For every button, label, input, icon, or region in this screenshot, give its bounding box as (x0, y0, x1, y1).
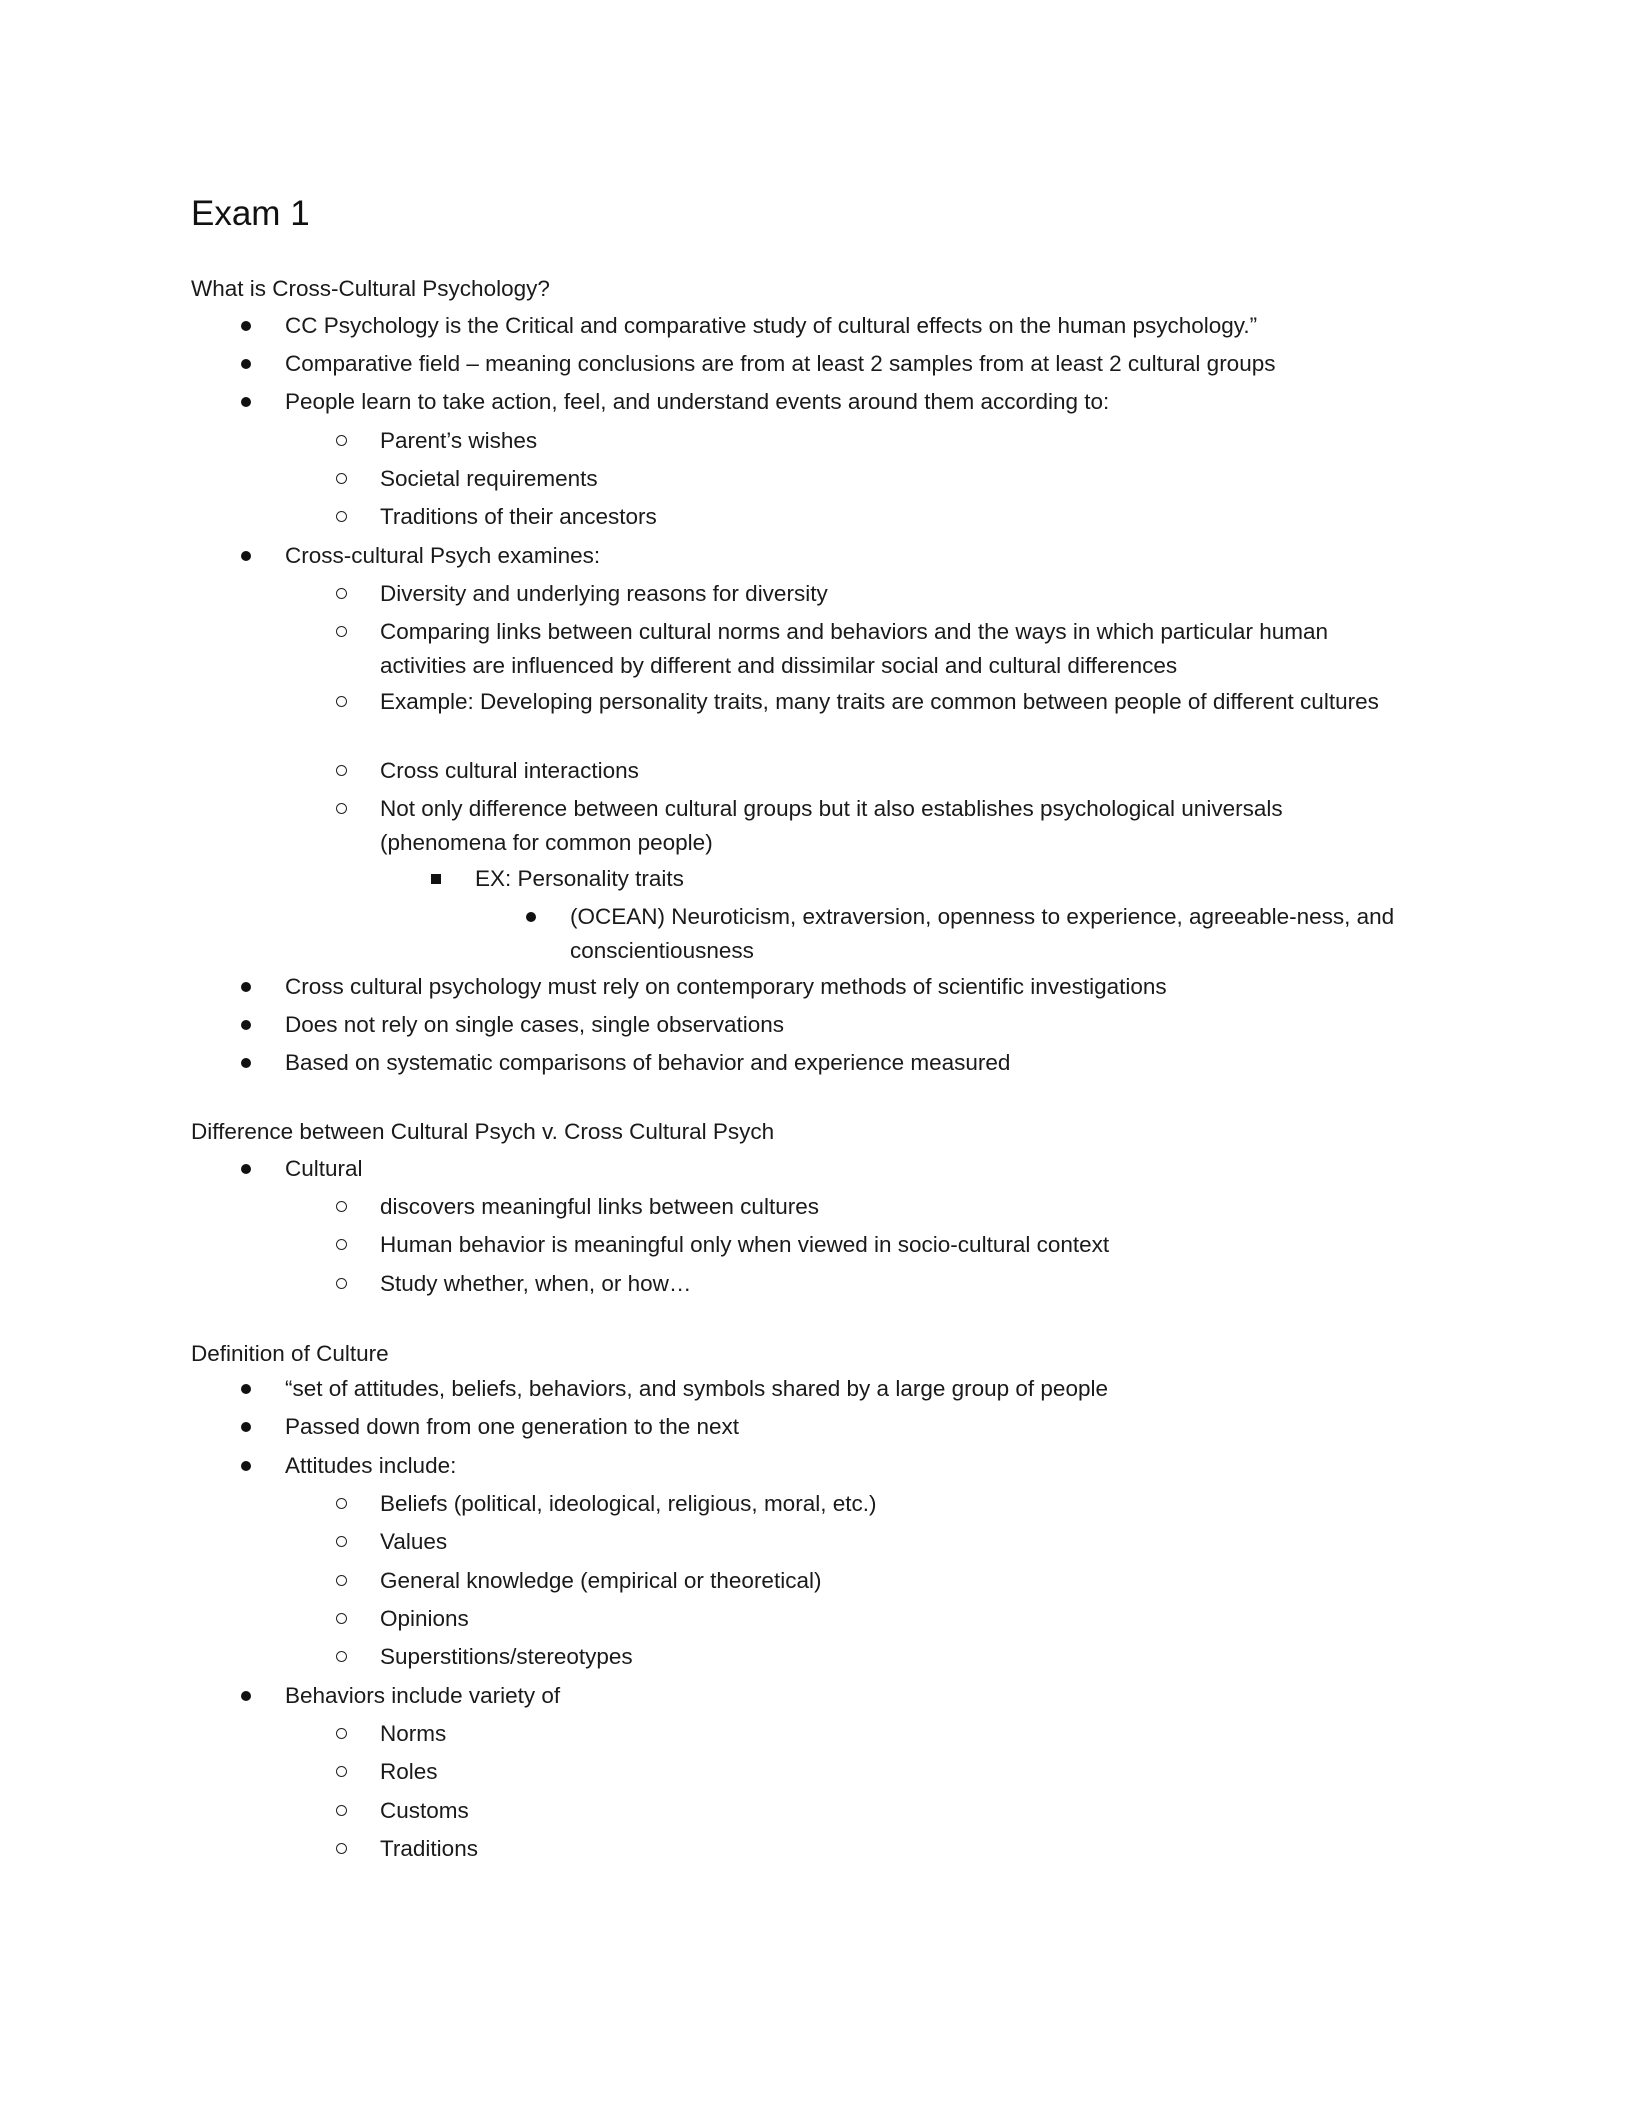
bullet-circle-icon (336, 1201, 347, 1212)
list-item-text: Traditions of their ancestors (380, 504, 657, 529)
list-item-text: Human behavior is meaningful only when viewed in socio-cultural context (380, 1232, 1110, 1257)
list-item-text: General knowledge (empirical or theoretical) (380, 1568, 822, 1593)
bullet-disc-icon (526, 912, 536, 922)
list-item-text: Cultural (285, 1156, 363, 1181)
list-item (380, 1832, 1405, 1866)
list-item-text: Behaviors include variety of (285, 1683, 561, 1708)
list-item (380, 462, 1405, 496)
bullet-circle-icon (336, 1239, 347, 1250)
list-item (380, 1525, 1405, 1559)
list-item-text: “set of attitudes, beliefs, behaviors, and symbols shared by a large group of people (285, 1376, 1108, 1401)
list-item (380, 577, 1405, 611)
list-item (285, 385, 1405, 419)
list-item (285, 1008, 1405, 1042)
list-item-text: Parent’s wishes (380, 428, 538, 453)
section-heading: What is Cross-Cultural Psychology? (191, 276, 550, 301)
list-item (380, 424, 1405, 458)
list-item-text: (OCEAN) Neuroticism, extraversion, openness to experience, agreeable-ness, and conscientiousness (570, 904, 1395, 963)
bullet-disc-icon (241, 1020, 251, 1030)
bullet-circle-icon (336, 1498, 347, 1509)
bullet-circle-icon (336, 1575, 347, 1586)
bullet-circle-icon (336, 1651, 347, 1662)
list-item (380, 500, 1405, 534)
list-item-text: Superstitions/stereotypes (380, 1644, 633, 1669)
list-item (380, 754, 1405, 788)
bullet-circle-icon (336, 1843, 347, 1854)
list-item-text: Based on systematic comparisons of behavior and experience measured (285, 1050, 1011, 1075)
list-item (475, 862, 1405, 896)
list-item (285, 1046, 1405, 1080)
list-item (380, 1228, 1405, 1262)
list-item-text: Does not rely on single cases, single observations (285, 1012, 785, 1037)
bullet-circle-icon (336, 1728, 347, 1739)
list-item (285, 309, 1405, 343)
bullet-circle-icon (336, 473, 347, 484)
bullet-disc-icon (241, 1058, 251, 1068)
list-item (380, 1564, 1405, 1598)
list-item-text: Passed down from one generation to the next (285, 1414, 740, 1439)
list-item-text: People learn to take action, feel, and understand events around them according to: (285, 389, 1110, 414)
list-item (285, 539, 1405, 573)
bullet-disc-icon (241, 1164, 251, 1174)
bullet-disc-icon (241, 551, 251, 561)
list-item (380, 792, 1405, 860)
bullet-circle-icon (336, 511, 347, 522)
bullet-circle-icon (336, 1278, 347, 1289)
list-item-text: Cross-cultural Psych examines: (285, 543, 601, 568)
list-item-text: Societal requirements (380, 466, 598, 491)
list-item-text: discovers meaningful links between cultures (380, 1194, 819, 1219)
bullet-disc-icon (241, 1691, 251, 1701)
list-item-text: Traditions (380, 1836, 478, 1861)
bullet-disc-icon (241, 1422, 251, 1432)
list-item (380, 1794, 1405, 1828)
list-item (285, 1410, 1405, 1444)
list-item (380, 1602, 1405, 1636)
list-item-text: Cross cultural psychology must rely on contemporary methods of scientific investigations (285, 974, 1167, 999)
bullet-disc-icon (241, 397, 251, 407)
list-item-text: Not only difference between cultural groups but it also establishes psychological universals (phenomena for common people) (380, 796, 1283, 855)
list-item-text: Attitudes include: (285, 1453, 457, 1478)
list-item-text: CC Psychology is the Critical and comparative study of cultural effects on the human psychology.” (285, 313, 1258, 338)
bullet-disc-icon (241, 982, 251, 992)
list-item (570, 900, 1405, 968)
bullet-disc-icon (241, 321, 251, 331)
list-item-text: EX: Personality traits (475, 866, 684, 891)
list-item-text: Beliefs (political, ideological, religious, moral, etc.) (380, 1491, 877, 1516)
list-item-text: Norms (380, 1721, 447, 1746)
bullet-disc-icon (241, 1384, 251, 1394)
list-item (285, 1449, 1405, 1483)
list-item (380, 615, 1405, 683)
list-item-text: Roles (380, 1759, 438, 1784)
list-item (380, 1267, 1405, 1301)
list-item (380, 685, 1405, 719)
list-item (380, 1487, 1405, 1521)
list-item (285, 1679, 1405, 1713)
list-item-text: Cross cultural interactions (380, 758, 639, 783)
bullet-circle-icon (336, 1536, 347, 1547)
bullet-circle-icon (336, 626, 347, 637)
list-item-text: Opinions (380, 1606, 469, 1631)
bullet-circle-icon (336, 765, 347, 776)
bullet-circle-icon (336, 803, 347, 814)
bullet-circle-icon (336, 1613, 347, 1624)
bullet-disc-icon (241, 1461, 251, 1471)
list-item-text: Values (380, 1529, 448, 1554)
bullet-circle-icon (336, 1805, 347, 1816)
list-item (285, 347, 1405, 381)
section-heading: Difference between Cultural Psych v. Cross Cultural Psych (191, 1119, 775, 1144)
document-title: Exam 1 (191, 194, 310, 233)
list-item-text: Comparative field – meaning conclusions are from at least 2 samples from at least 2 cultural groups (285, 351, 1276, 376)
bullet-circle-icon (336, 588, 347, 599)
list-item (380, 1717, 1405, 1751)
bullet-square-icon (431, 874, 441, 884)
list-item (285, 1372, 1405, 1406)
list-item-text: Comparing links between cultural norms and behaviors and the ways in which particular human activities are influenced by different and dissimilar social and cultural differences (380, 619, 1328, 678)
list-item-text: Example: Developing personality traits, many traits are common between people of different cultures (380, 689, 1379, 714)
list-item (285, 1152, 1405, 1186)
list-item (285, 970, 1405, 1004)
list-item (380, 1640, 1405, 1674)
bullet-disc-icon (241, 359, 251, 369)
bullet-circle-icon (336, 696, 347, 707)
bullet-circle-icon (336, 435, 347, 446)
list-item-text: Study whether, when, or how… (380, 1271, 692, 1296)
list-item-text: Customs (380, 1798, 469, 1823)
list-item (380, 1190, 1405, 1224)
list-item (380, 1755, 1405, 1789)
list-item-text: Diversity and underlying reasons for diversity (380, 581, 828, 606)
bullet-circle-icon (336, 1766, 347, 1777)
section-heading: Definition of Culture (191, 1341, 389, 1366)
